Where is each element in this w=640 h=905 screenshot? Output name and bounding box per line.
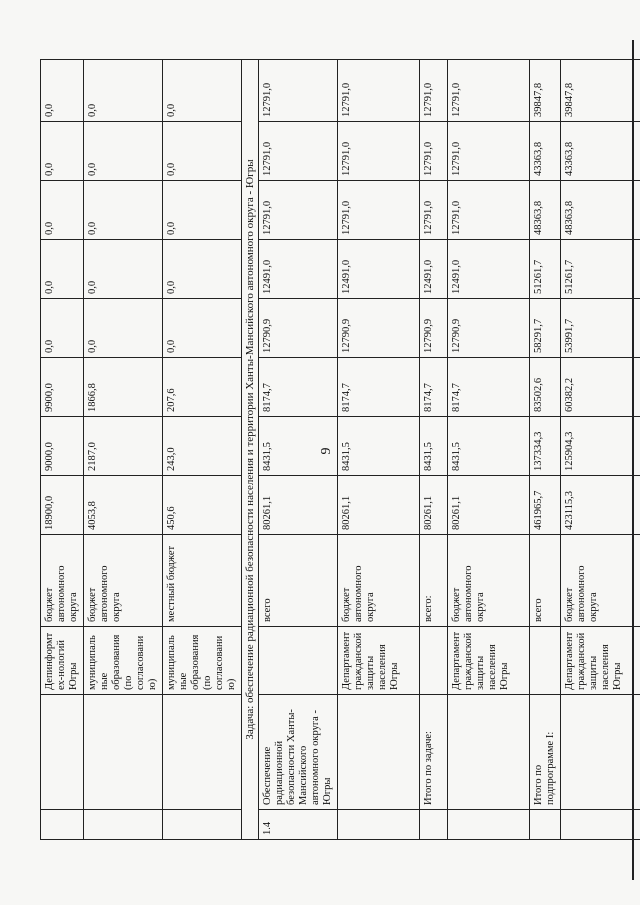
table-task-section (242, 60, 259, 840)
value-cell: 1866,8 (84, 358, 163, 417)
value-cell: 243,0 (163, 417, 242, 476)
value-cell: 80261,1 (420, 476, 448, 535)
value-cell: 8431,5 (420, 417, 448, 476)
value-cell: 9000,0 (41, 417, 84, 476)
table-bottom-section (259, 60, 640, 840)
value-cell: 12791,0 (338, 122, 420, 181)
value-cell: 8174,7 (420, 358, 448, 417)
funding-source-cell: всего (259, 535, 338, 627)
value-cell: 12491,0 (420, 240, 448, 299)
table-row (561, 60, 640, 840)
value-cell: 48363,8 (530, 181, 561, 240)
executor-cell: Департамент гражданской защиты населения Югры (448, 627, 530, 695)
measure-name-cell: Итого по задаче: (420, 695, 448, 810)
value-cell: 12791,0 (448, 122, 530, 181)
measure-name-cell (448, 695, 530, 810)
value-cell: 4053,8 (84, 476, 163, 535)
funding-source-cell: местный бюджет (163, 535, 242, 627)
value-cell: 12491,0 (338, 240, 420, 299)
value-cell: 0,0 (41, 299, 84, 358)
row-number-cell (84, 810, 163, 840)
value-cell: 0,0 (41, 240, 84, 299)
value-cell: 0,0 (163, 299, 242, 358)
task-heading-row (242, 60, 259, 840)
value-cell: 12790,9 (338, 299, 420, 358)
measure-name-cell (338, 695, 420, 810)
funding-source-cell: бюджет автономного округа (561, 535, 640, 627)
value-cell: 0,0 (163, 181, 242, 240)
value-cell: 53991,7 (561, 299, 640, 358)
value-cell: 12491,0 (448, 240, 530, 299)
row-number-cell (561, 810, 640, 840)
value-cell: 83502,6 (530, 358, 561, 417)
value-cell: 12790,9 (420, 299, 448, 358)
value-cell: 137334,3 (530, 417, 561, 476)
measure-name-cell (163, 695, 242, 810)
value-cell: 9900,0 (41, 358, 84, 417)
executor-cell: Департамент гражданской защиты населения Югры (338, 627, 420, 695)
table-row (338, 60, 420, 840)
value-cell: 0,0 (163, 240, 242, 299)
executor-cell (530, 627, 561, 695)
value-cell: 12791,0 (338, 181, 420, 240)
value-cell: 8431,5 (259, 417, 338, 476)
table-row (84, 60, 163, 840)
value-cell: 12791,0 (420, 60, 448, 122)
rotated-table-container (40, 60, 623, 840)
page-number: 9 (319, 447, 334, 455)
value-cell: 12791,0 (338, 60, 420, 122)
measure-name-cell (84, 695, 163, 810)
value-cell: 423115,3 (561, 476, 640, 535)
value-cell: 125904,3 (561, 417, 640, 476)
value-cell: 12790,9 (448, 299, 530, 358)
value-cell: 0,0 (41, 60, 84, 122)
executor-cell: Департамент гражданской защиты населения Югры (561, 627, 640, 695)
value-cell: 8431,5 (448, 417, 530, 476)
value-cell: 51261,7 (561, 240, 640, 299)
value-cell: 0,0 (84, 122, 163, 181)
table-row (163, 60, 242, 840)
table-row (41, 60, 84, 840)
value-cell: 461965,7 (530, 476, 561, 535)
value-cell: 58291,7 (530, 299, 561, 358)
executor-cell: муниципальные образования (по согласованию) (163, 627, 242, 695)
scan-edge-line (632, 40, 634, 880)
row-number-cell (338, 810, 420, 840)
funding-source-cell: бюджет автономного округа (41, 535, 84, 627)
value-cell: 12791,0 (420, 181, 448, 240)
value-cell: 12791,0 (448, 60, 530, 122)
funding-source-cell: всего: (420, 535, 448, 627)
executor-cell: Депинформтех-нологий Югры (41, 627, 84, 695)
value-cell: 0,0 (84, 181, 163, 240)
funding-source-cell: бюджет автономного округа (84, 535, 163, 627)
row-number-cell (41, 810, 84, 840)
measure-name-cell (561, 695, 640, 810)
row-number-cell (448, 810, 530, 840)
value-cell: 0,0 (84, 240, 163, 299)
value-cell: 12791,0 (448, 181, 530, 240)
value-cell: 12790,9 (259, 299, 338, 358)
value-cell: 8431,5 (338, 417, 420, 476)
value-cell: 8174,7 (338, 358, 420, 417)
value-cell: 12791,0 (259, 122, 338, 181)
value-cell: 48363,8 (561, 181, 640, 240)
executor-cell (259, 627, 338, 695)
value-cell: 12791,0 (259, 181, 338, 240)
measure-name-cell: Итого по подпрограмме I: (530, 695, 561, 810)
value-cell: 0,0 (163, 60, 242, 122)
executor-cell: муниципальные образования (по согласованию) (84, 627, 163, 695)
measure-name-cell: Обеспечение радиационной безопасности Ханты-Мансийского автономного округа - Югры (259, 695, 338, 810)
table-row (448, 60, 530, 840)
table-row (530, 60, 561, 840)
value-cell: 39847,8 (530, 60, 561, 122)
row-number-cell (420, 810, 448, 840)
value-cell: 18900,0 (41, 476, 84, 535)
row-number-cell (163, 810, 242, 840)
value-cell: 80261,1 (338, 476, 420, 535)
value-cell: 80261,1 (448, 476, 530, 535)
funding-source-cell: бюджет автономного округа (448, 535, 530, 627)
task-heading: Задача: обеспечение радиационной безопасности населения и территории Ханты-Мансийского автономного округа - Югры (242, 60, 259, 840)
row-number-cell (530, 810, 561, 840)
funding-source-cell: всего (530, 535, 561, 627)
measure-name-cell (41, 695, 84, 810)
budget-table (40, 59, 640, 840)
value-cell: 450,6 (163, 476, 242, 535)
value-cell: 43363,8 (561, 122, 640, 181)
value-cell: 39847,8 (561, 60, 640, 122)
value-cell: 0,0 (84, 299, 163, 358)
value-cell: 80261,1 (259, 476, 338, 535)
value-cell: 60382,2 (561, 358, 640, 417)
value-cell: 12791,0 (259, 60, 338, 122)
value-cell: 12491,0 (259, 240, 338, 299)
value-cell: 0,0 (163, 122, 242, 181)
table-row (259, 60, 338, 840)
value-cell: 8174,7 (448, 358, 530, 417)
value-cell: 51261,7 (530, 240, 561, 299)
table-row (420, 60, 448, 840)
funding-source-cell: бюджет автономного округа (338, 535, 420, 627)
value-cell: 8174,7 (259, 358, 338, 417)
value-cell: 2187,0 (84, 417, 163, 476)
row-number-cell: 1.4 (259, 810, 338, 840)
value-cell: 0,0 (41, 122, 84, 181)
value-cell: 43363,8 (530, 122, 561, 181)
table-top-section (41, 60, 242, 840)
value-cell: 207,6 (163, 358, 242, 417)
value-cell: 0,0 (84, 60, 163, 122)
value-cell: 12791,0 (420, 122, 448, 181)
executor-cell (420, 627, 448, 695)
value-cell: 0,0 (41, 181, 84, 240)
